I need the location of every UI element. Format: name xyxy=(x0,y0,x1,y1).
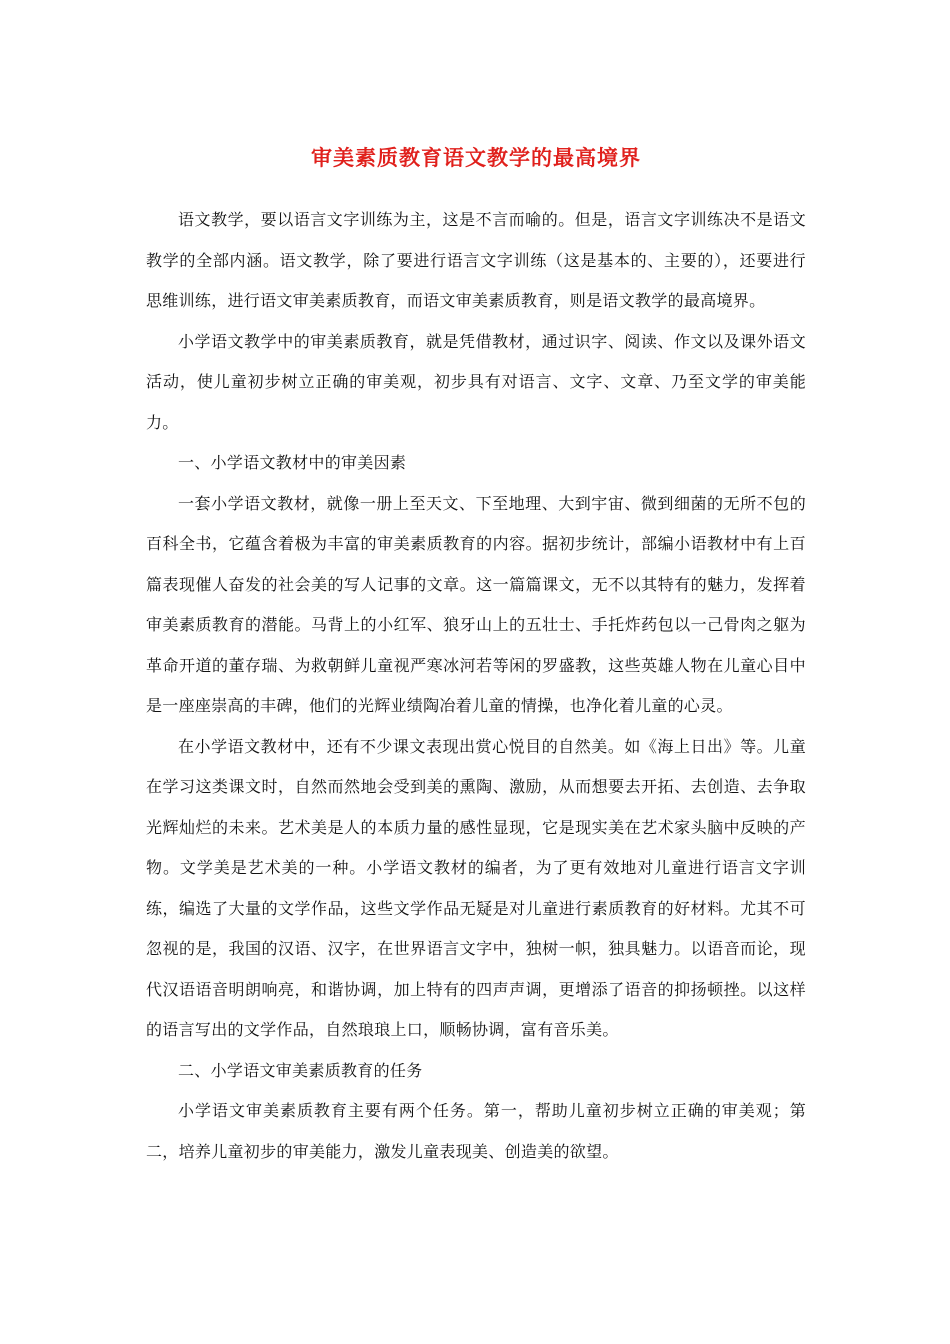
section-heading-1: 一、小学语文教材中的审美因素 xyxy=(178,453,407,472)
paragraph-tasks: 小学语文审美素质教育主要有两个任务。第一，帮助儿童初步树立正确的审美观；第二，培养儿童初步的审美能力，激发儿童表现美、创造美的欲望。 xyxy=(146,1101,806,1161)
paragraph-definition: 小学语文教学中的审美素质教育，就是凭借教材，通过识字、阅读、作文以及课外语文活动，使儿童初步树立正确的审美观，初步具有对语言、文字、文章、乃至文学的审美能力。 xyxy=(146,331,806,432)
document-body xyxy=(146,200,806,1172)
paragraph-textbook-content: 一套小学语文教材，就像一册上至天文、下至地理、大到宇宙、微到细菌的无所不包的百科全书，它蕴含着极为丰富的审美素质教育的内容。据初步统计，部编小语教材中有上百篇表现催人奋发的社会美的写人记事的文章。这一篇篇课文，无不以其特有的魅力，发挥着审美素质教育的潜能。马背上的小红军、狼牙山上的五壮士、手托炸药包以一己骨肉之躯为革命开道的董存瑞、为救朝鲜儿童视严寒冰河若等闲的罗盛教，这些英雄人物在儿童心目中是一座座崇高的丰碑，他们的光辉业绩陶冶着儿童的情操，也净化着儿童的心灵。 xyxy=(146,493,806,715)
section-heading-2: 二、小学语文审美素质教育的任务 xyxy=(178,1060,423,1080)
document-title: 审美素质教育语文教学的最高境界 xyxy=(311,145,641,170)
paragraph-intro: 语文教学，要以语言文字训练为主，这是不言而喻的。但是，语言文字训练决不是语文教学的全部内涵。语文教学，除了要进行语言文字训练（这是基本的、主要的），还要进行思维训练，进行语文审美素质教育，而语文审美素质教育，则是语文教学的最高境界。 xyxy=(146,210,806,310)
paragraph-natural-beauty: 在小学语文教材中，还有不少课文表现出赏心悦目的自然美。如《海上日出》等。儿童在学习这类课文时，自然而然地会受到美的熏陶、激励，从而想要去开拓、去创造、去争取光辉灿烂的未来。艺术美是人的本质力量的感性显现，它是现实美在艺术家头脑中反映的产物。文学美是艺术美的一种。小学语文教材的编者，为了更有效地对儿童进行语言文字训练，编选了大量的文学作品，这些文学作品无疑是对儿童进行素质教育的好材料。尤其不可忽视的是，我国的汉语、汉字，在世界语言文字中，独树一帜，独具魅力。以语音而论，现代汉语语音明朗响亮，和谐协调，加上特有的四声声调，更增添了语音的抑扬顿挫。以这样的语言写出的文学作品，自然琅琅上口，顺畅协调，富有音乐美。 xyxy=(146,736,806,1039)
